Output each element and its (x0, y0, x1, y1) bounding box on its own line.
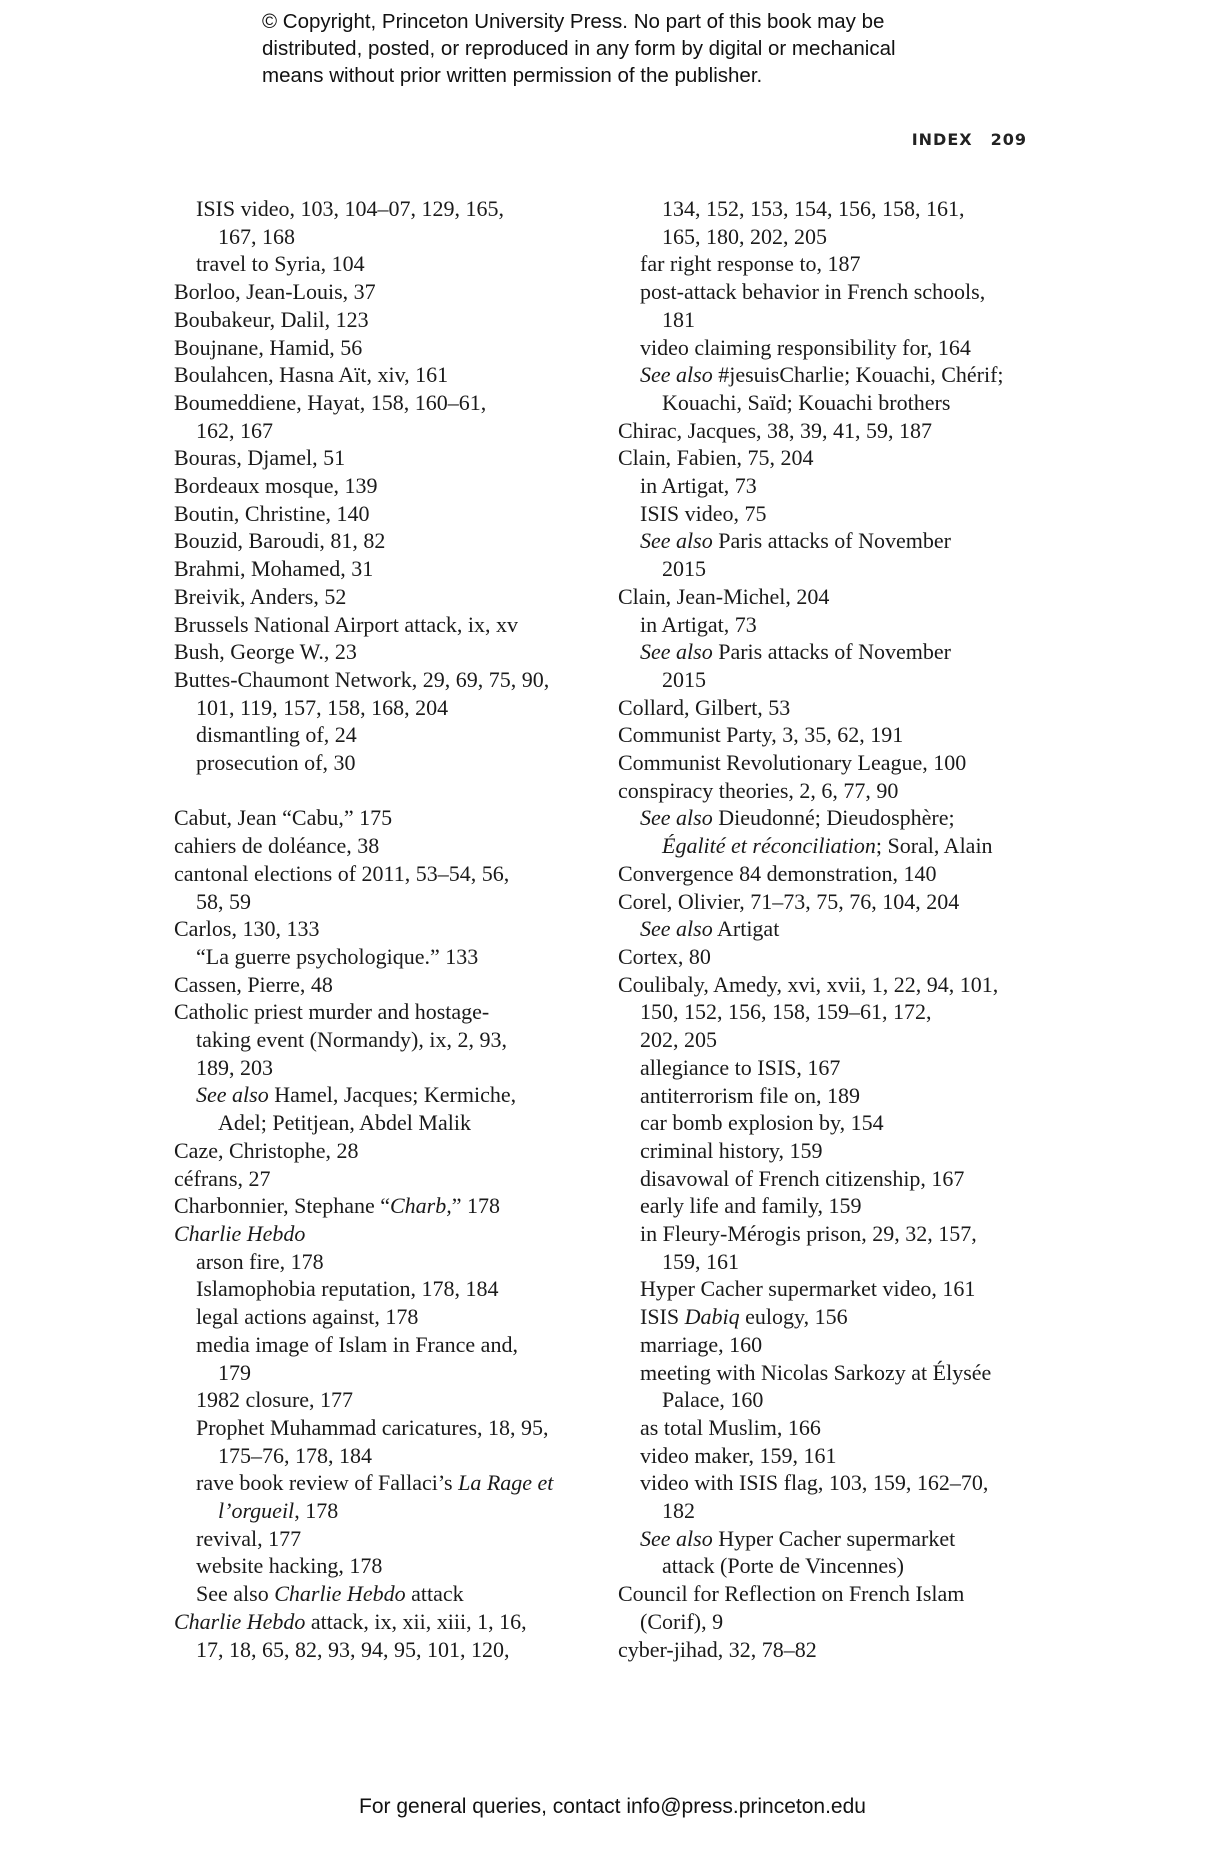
index-entry-text: See also (196, 1581, 275, 1607)
index-entry (174, 943, 604, 971)
index-entry (174, 1359, 604, 1387)
index-entry (174, 389, 604, 417)
index-entry-text: in Artigat, 73 (640, 473, 757, 499)
index-entry (618, 666, 1048, 694)
index-entry (618, 860, 1048, 888)
index-entry (618, 611, 1048, 639)
index-entry (618, 472, 1048, 500)
index-entry (618, 1442, 1048, 1470)
index-entry (174, 444, 604, 472)
index-entry-text: Cortex, 80 (618, 943, 711, 969)
index-entry-text: attack (405, 1581, 464, 1607)
index-entry-italic: See also (640, 805, 713, 831)
index-entry-italic: See also (196, 1082, 269, 1108)
copyright-notice (262, 8, 1022, 89)
index-entry (174, 1137, 604, 1165)
index-entry-text: “La guerre psychologique.” 133 (196, 943, 479, 969)
index-entry (618, 804, 1048, 832)
index-entry (174, 888, 604, 916)
index-entry (174, 915, 604, 943)
index-entry-text: Council for Reflection on French Islam (618, 1581, 965, 1607)
index-entry (618, 389, 1048, 417)
index-entry-text: attack (Porte de Vincennes) (662, 1553, 905, 1579)
index-entry (174, 749, 604, 777)
index-column-right (618, 195, 1048, 1663)
index-entry-text: Buttes-Chaumont Network, 29, 69, 75, 90, (174, 666, 550, 692)
index-entry-text: Dieudonné; Dieudosphère; (712, 805, 955, 831)
index-entry (618, 749, 1048, 777)
footer-contact: For general queries, contact info@press.princeton.edu (359, 1795, 866, 1818)
index-entry-text: far right response to, 187 (640, 251, 861, 277)
index-entry-text: marriage, 160 (640, 1331, 763, 1357)
index-entry-text: 17, 18, 65, 82, 93, 94, 95, 101, 120, (196, 1636, 510, 1662)
index-entry-text: Boulahcen, Hasna Aït, xiv, 161 (174, 362, 449, 388)
index-entry-text: website hacking, 178 (196, 1553, 383, 1579)
index-entry (174, 472, 604, 500)
index-entry-text: prosecution of, 30 (196, 750, 356, 776)
index-entry-text: Hyper Cacher supermarket (712, 1525, 956, 1551)
index-entry-text: Breivik, Anders, 52 (174, 583, 347, 609)
index-entry-text: 101, 119, 157, 158, 168, 204 (196, 694, 449, 720)
index-entry (174, 1081, 604, 1109)
index-entry-text: in Fleury-Mérogis prison, 29, 32, 157, (640, 1221, 977, 1247)
index-entry (174, 1331, 604, 1359)
index-entry (618, 1109, 1048, 1137)
index-entry-text: 134, 152, 153, 154, 156, 158, 161, (662, 196, 965, 221)
index-entry-text: Prophet Muhammad caricatures, 18, 95, (196, 1414, 549, 1440)
index-entry (618, 721, 1048, 749)
index-entry-text: Carlos, 130, 133 (174, 916, 320, 942)
index-entry-italic: Dabiq (684, 1304, 740, 1330)
index-entry-text: Catholic priest murder and hostage- (174, 999, 490, 1025)
index-entry-text: 175–76, 178, 184 (218, 1442, 372, 1468)
index-entry-text: dismantling of, 24 (196, 722, 357, 748)
index-entry (618, 500, 1048, 528)
index-entry (618, 1192, 1048, 1220)
index-entry-text: criminal history, 159 (640, 1137, 823, 1163)
index-entry-text: 150, 152, 156, 158, 159–61, 172, (640, 999, 932, 1025)
index-entry (618, 1082, 1048, 1110)
index-entry-text: Bush, George W., 23 (174, 639, 357, 665)
index-entry-text: antiterrorism file on, 189 (640, 1082, 860, 1108)
index-entry (174, 250, 604, 278)
index-entry-text: video maker, 159, 161 (640, 1442, 837, 1468)
index-entry-text: cantonal elections of 2011, 53–54, 56, (174, 860, 510, 886)
index-entry-text: conspiracy theories, 2, 6, 77, 90 (618, 777, 899, 803)
index-entry-text: cyber-jihad, 32, 78–82 (618, 1636, 817, 1662)
index-entry (174, 1636, 604, 1664)
index-entry-text: early life and family, 159 (640, 1193, 862, 1219)
index-entry-text: Bouras, Djamel, 51 (174, 445, 346, 471)
index-entry-italic: Charb, (390, 1193, 452, 1219)
index-entry (174, 278, 604, 306)
index-entry (174, 1275, 604, 1303)
index-entry (618, 998, 1048, 1026)
index-entry (174, 1552, 604, 1580)
index-entry-text: Bordeaux mosque, 139 (174, 473, 378, 499)
index-entry-text: 179 (218, 1359, 251, 1385)
index-entry-text: media image of Islam in France and, (196, 1331, 518, 1357)
index-entry (618, 417, 1048, 445)
index-entry-text: taking event (Normandy), ix, 2, 93, (196, 1027, 507, 1053)
index-entry (618, 1580, 1048, 1608)
running-head (912, 130, 1027, 149)
index-entry (618, 306, 1048, 334)
index-entry-text: Chirac, Jacques, 38, 39, 41, 59, 187 (618, 417, 933, 443)
index-entry (174, 998, 604, 1026)
index-entry-text: Clain, Fabien, 75, 204 (618, 445, 814, 471)
index-entry-text: Hyper Cacher supermarket video, 161 (640, 1276, 976, 1302)
index-entry-text: video claiming responsibility for, 164 (640, 334, 971, 360)
index-entry (618, 1165, 1048, 1193)
index-entry-text: 162, 167 (196, 417, 273, 443)
index-entry-text: meeting with Nicolas Sarkozy at Élysée (640, 1359, 992, 1385)
index-entry (618, 971, 1048, 999)
index-entry (174, 361, 604, 389)
index-entry-text: Islamophobia reputation, 178, 184 (196, 1276, 499, 1302)
index-entry-text: 167, 168 (218, 223, 295, 249)
index-entry-text: 182 (662, 1498, 695, 1524)
index-entry (618, 1137, 1048, 1165)
index-entry (174, 334, 604, 362)
index-entry (174, 1497, 604, 1525)
index-entry (618, 1497, 1048, 1525)
index-entry-text: 2015 (662, 666, 706, 692)
index-entry-italic: l’orgueil (218, 1498, 295, 1524)
index-entry-text: attack, ix, xii, xiii, 1, 16, (305, 1608, 527, 1634)
index-entry-italic: See also (640, 528, 713, 554)
index-entry (618, 1552, 1048, 1580)
index-entry (174, 721, 604, 749)
index-entry (618, 250, 1048, 278)
index-entry-text: revival, 177 (196, 1525, 302, 1551)
index-entry-text: Boubakeur, Dalil, 123 (174, 306, 369, 332)
index-entry-text: rave book review of Fallaci’s (196, 1470, 459, 1496)
index-entry-text: Boumeddiene, Hayat, 158, 160–61, (174, 389, 487, 415)
index-entry-text: (Corif), 9 (640, 1608, 724, 1634)
index-entry-text: Coulibaly, Amedy, xvi, xvii, 1, 22, 94, 101, (618, 971, 999, 997)
index-entry (618, 1525, 1048, 1553)
index-entry-text: eulogy, 156 (739, 1304, 848, 1330)
index-entry (174, 583, 604, 611)
index-entry (618, 1414, 1048, 1442)
index-entry (174, 638, 604, 666)
index-entry-text: post-attack behavior in French schools, (640, 279, 986, 305)
index-entry (174, 1109, 604, 1137)
index-entry-italic: Charlie Hebdo (274, 1581, 406, 1607)
index-entry-text: car bomb explosion by, 154 (640, 1110, 884, 1136)
index-entry-text: Charbonnier, Stephane “ (174, 1193, 390, 1219)
index-entry-italic: See also (640, 916, 713, 942)
page-number: 209 (990, 130, 1027, 149)
index-entry-text: Communist Party, 3, 35, 62, 191 (618, 722, 904, 748)
index-entry-text: in Artigat, 73 (640, 611, 757, 637)
index-entry-text: #jesuisCharlie; Kouachi, Chérif; (712, 362, 1004, 388)
index-entry-text: Collard, Gilbert, 53 (618, 694, 791, 720)
index-entry-text: 202, 205 (640, 1027, 717, 1053)
index-entry (618, 943, 1048, 971)
index-entry-text: Hamel, Jacques; Kermiche, (268, 1082, 517, 1108)
index-entry (618, 1359, 1048, 1387)
index-entry (174, 1386, 604, 1414)
index-entry (174, 1580, 604, 1608)
index-entry-italic: See also (640, 639, 713, 665)
index-entry (174, 1469, 604, 1497)
index-entry-text: Communist Revolutionary League, 100 (618, 750, 967, 776)
index-entry (174, 1248, 604, 1276)
index-entry (618, 1248, 1048, 1276)
index-entry (174, 1442, 604, 1470)
index-entry-text: Cassen, Pierre, 48 (174, 971, 333, 997)
index-entry-text: 159, 161 (662, 1248, 739, 1274)
index-entry (618, 832, 1048, 860)
index-entry-italic: La Rage et (458, 1470, 554, 1496)
index-entry-text: ISIS video, 103, 104–07, 129, 165, (196, 196, 504, 221)
index-entry (174, 832, 604, 860)
index-entry (618, 334, 1048, 362)
index-entry (174, 500, 604, 528)
index-entry (174, 804, 604, 832)
index-entry (618, 1386, 1048, 1414)
index-entry-text: ISIS video, 75 (640, 500, 767, 526)
index-entry (174, 555, 604, 583)
index-entry-italic: Égalité et réconciliation (662, 833, 876, 859)
index-entry-italic: Charlie Hebdo (174, 1221, 306, 1246)
index-entry-italic: Charlie Hebdo (174, 1608, 306, 1634)
index-entry-text: 181 (662, 306, 695, 332)
index-entry-italic: See also (640, 1525, 713, 1551)
index-entry-text: disavowal of French citizenship, 167 (640, 1165, 965, 1191)
index-entry-text: Caze, Christophe, 28 (174, 1137, 359, 1163)
index-entry (174, 1220, 604, 1248)
index-entry-text: Kouachi, Saïd; Kouachi brothers (662, 389, 951, 415)
index-entry (174, 611, 604, 639)
index-entry (618, 1636, 1048, 1664)
index-entry (618, 195, 1048, 223)
index-entry (174, 971, 604, 999)
index-entry (618, 527, 1048, 555)
index-entry-text: céfrans, 27 (174, 1165, 271, 1191)
index-entry (174, 1303, 604, 1331)
index-entry (174, 1608, 604, 1636)
index-entry (618, 1026, 1048, 1054)
index-entry-text: 165, 180, 202, 205 (662, 223, 827, 249)
index-entry (618, 915, 1048, 943)
index-entry-text: Brahmi, Mohamed, 31 (174, 556, 374, 582)
index-entry (174, 666, 604, 694)
index-entry-text: Artigat (712, 916, 780, 942)
index-entry-text: Boujnane, Hamid, 56 (174, 334, 363, 360)
index-entry-text: 1982 closure, 177 (196, 1387, 354, 1413)
index-entry (174, 223, 604, 251)
index-entry-text: Brussels National Airport attack, ix, xv (174, 611, 518, 637)
index-entry-text: Convergence 84 demonstration, 140 (618, 860, 937, 886)
index-entry (174, 694, 604, 722)
index-entry-text: Paris attacks of November (712, 639, 951, 665)
index-entry (618, 888, 1048, 916)
index-letter-gap (174, 777, 604, 805)
index-entry (618, 223, 1048, 251)
index-entry (174, 195, 604, 223)
copyright-line: © Copyright, Princeton University Press. No part of this book may be (262, 10, 885, 33)
index-entry-text: 2015 (662, 556, 706, 582)
index-entry-text: ; Soral, Alain (875, 833, 993, 859)
index-entry-text: Corel, Olivier, 71–73, 75, 76, 104, 204 (618, 888, 960, 914)
index-entry (618, 361, 1048, 389)
index-entry-text: travel to Syria, 104 (196, 251, 365, 277)
index-entry (174, 1165, 604, 1193)
index-entry-text: Borloo, Jean-Louis, 37 (174, 279, 376, 305)
index-entry (174, 306, 604, 334)
index-entry-text: allegiance to ISIS, 167 (640, 1054, 841, 1080)
index-entry-text: ” 178 (451, 1193, 501, 1219)
index-entry (174, 417, 604, 445)
index-entry-text: cahiers de doléance, 38 (174, 833, 380, 859)
index-entry (174, 1525, 604, 1553)
index-entry-text: Adel; Petitjean, Abdel Malik (218, 1110, 471, 1136)
index-entry-text: Palace, 160 (662, 1387, 764, 1413)
index-entry (174, 527, 604, 555)
index-entry (174, 860, 604, 888)
index-entry (618, 1331, 1048, 1359)
index-entry (618, 583, 1048, 611)
index-entry-text: legal actions against, 178 (196, 1304, 419, 1330)
index-entry (618, 1303, 1048, 1331)
index-entry-text: Cabut, Jean “Cabu,” 175 (174, 805, 393, 831)
running-head-label: INDEX (911, 130, 973, 149)
index-column-left (174, 195, 604, 1663)
index-entry-text: ISIS (640, 1304, 685, 1330)
index-entry (174, 1054, 604, 1082)
index-entry-text: Paris attacks of November (712, 528, 951, 554)
index-entry (618, 1275, 1048, 1303)
index-entry-text: as total Muslim, 166 (640, 1414, 821, 1440)
index-entry (174, 1414, 604, 1442)
index-entry-text: 189, 203 (196, 1054, 273, 1080)
index-entry-text: , 178 (294, 1498, 339, 1524)
index-entry-text: Clain, Jean-Michel, 204 (618, 583, 830, 609)
index-entry-text: arson fire, 178 (196, 1248, 324, 1274)
index-entry (618, 1054, 1048, 1082)
index-entry-italic: See also (640, 362, 713, 388)
index-entry (618, 694, 1048, 722)
index-entry (174, 1192, 604, 1220)
copyright-line: distributed, posted, or reproduced in any form by digital or mechanical (262, 37, 896, 60)
copyright-line: means without prior written permission of the publisher. (262, 64, 763, 87)
index-entry (618, 278, 1048, 306)
index-entry (618, 1220, 1048, 1248)
index-entry (174, 1026, 604, 1054)
index-entry (618, 444, 1048, 472)
index-entry-text: Boutin, Christine, 140 (174, 500, 370, 526)
index-entry-text: 58, 59 (196, 888, 251, 914)
index-entry-text: Bouzid, Baroudi, 81, 82 (174, 528, 386, 554)
index-entry (618, 555, 1048, 583)
index-entry (618, 1608, 1048, 1636)
index-entry (618, 638, 1048, 666)
index-entry-text: video with ISIS flag, 103, 159, 162–70, (640, 1470, 989, 1496)
index-entry (618, 777, 1048, 805)
index-entry (618, 1469, 1048, 1497)
